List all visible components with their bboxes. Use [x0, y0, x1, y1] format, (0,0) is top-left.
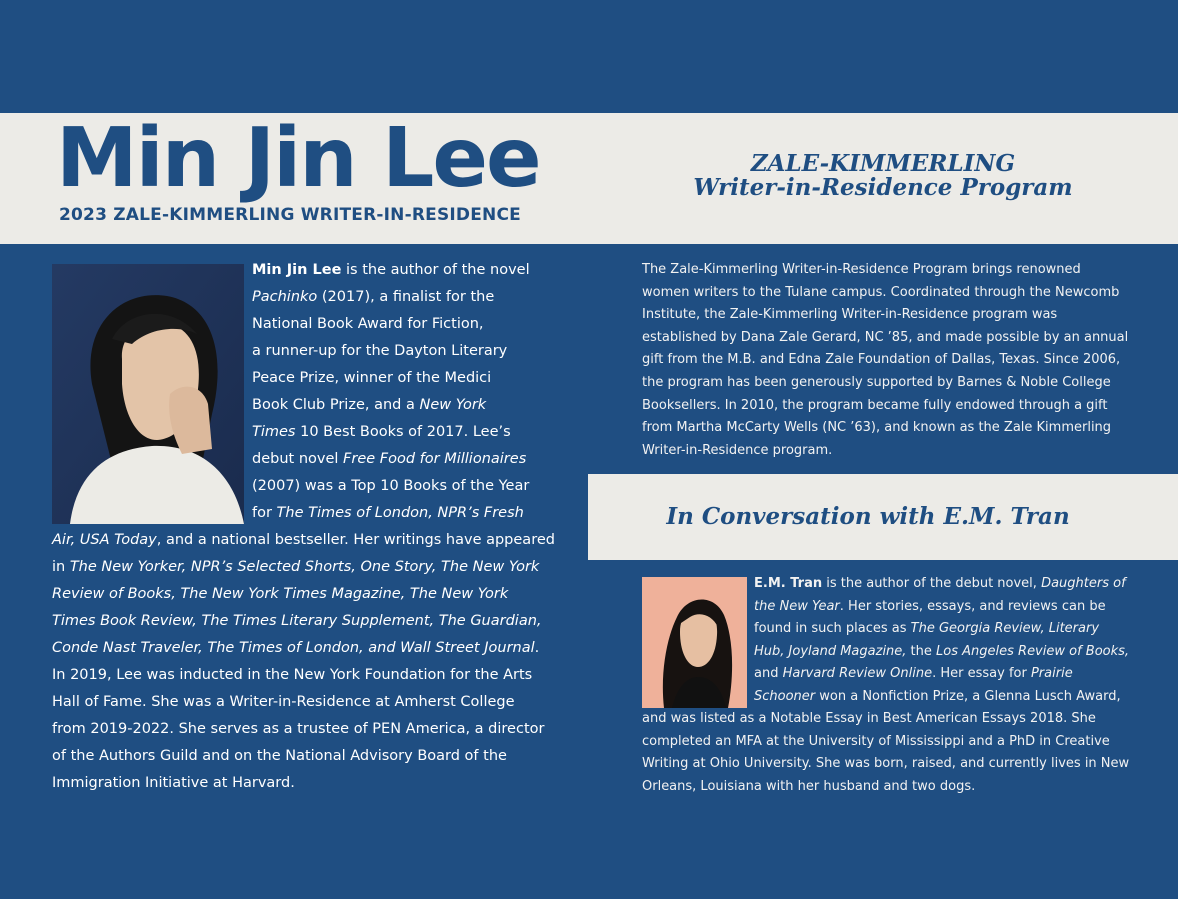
lee_bio-text-run: 10 Best Books of 2017. Lee’s	[295, 424, 511, 440]
tran_bio-text-run: Orleans, Louisiana with her husband and two dogs.	[642, 778, 976, 794]
em-tran-photo	[642, 577, 747, 708]
lee_bio-text-run: Min Jin Lee	[252, 262, 342, 278]
lee_bio-line	[52, 613, 542, 629]
program-description-line: from Martha McCarty Wells (NC ’63), and known as the Zale Kimmerling	[642, 420, 1112, 436]
program-description-line: The Zale-Kimmerling Writer-in-Residence Program brings renowned	[642, 262, 1081, 277]
lee_bio-line	[52, 559, 539, 575]
tran_bio-line	[642, 734, 1110, 749]
lee_bio-text-run: The New Yorker, NPR’s Selected Shorts, One Story, The New York	[69, 559, 540, 575]
lee_bio-text-run: Air, USA Today	[52, 532, 157, 548]
tran_bio-line	[754, 644, 1129, 659]
lee_bio-line	[252, 505, 524, 521]
tran_bio-text-run: won a Nonfiction Prize, a Glenna Lusch Award,	[815, 688, 1121, 704]
page-title: Min Jin Lee	[56, 111, 540, 206]
tran_bio-line	[754, 666, 1073, 681]
tran_bio-text-run: Daughters of	[1041, 576, 1126, 591]
lee_bio-line	[252, 424, 511, 440]
tran_bio-line	[642, 756, 1129, 771]
lee_bio-text-run: .	[534, 640, 540, 656]
tran_bio-line	[754, 689, 1121, 704]
lee_bio-text-run: (2007) was a Top 10 Books of the Year	[252, 478, 530, 494]
lee_bio-text-run: In 2019, Lee was inducted in the New York Foundation for the Arts	[52, 667, 533, 683]
lee_bio-line	[52, 694, 515, 710]
tran_bio-text-run: The Georgia Review, Literary	[910, 621, 1100, 636]
lee_bio-line	[52, 640, 539, 656]
lee_bio-line	[252, 262, 530, 278]
tran_bio-text-run: . Her stories, essays, and reviews can be	[839, 598, 1106, 614]
lee_bio-text-run: Review of Books, The New York Times Magazine, The New York	[52, 586, 509, 602]
tran_bio-text-run: is the author of the debut novel,	[822, 576, 1042, 591]
program-title-line2: Writer-in-Residence Program	[693, 174, 1073, 202]
tran_bio-text-run: Los Angeles Review of Books,	[936, 643, 1130, 659]
lee_bio-text-run: in	[52, 559, 70, 575]
lee_bio-text-run: Hall of Fame. She was a Writer-in-Residence at Amherst College	[52, 694, 515, 710]
lee_bio-line	[252, 478, 529, 494]
tran_bio-text-run: E.M. Tran	[754, 576, 823, 591]
conversation-title: In Conversation with E.M. Tran	[666, 503, 1070, 530]
lee_bio-text-run: , and a national bestseller. Her writings have appeared	[156, 532, 555, 548]
lee_bio-line	[52, 532, 555, 548]
lee_bio-line	[52, 748, 507, 764]
lee_bio-line	[52, 667, 532, 683]
lee_bio-text-run: Immigration Initiative at Harvard.	[52, 775, 295, 791]
tran_bio-line	[754, 599, 1106, 614]
tran_bio-text-run: Writing at Ohio University. She was born, raised, and currently lives in New	[642, 756, 1130, 771]
lee_bio-text-run: Pachinko	[252, 289, 318, 305]
lee_bio-line	[52, 775, 295, 791]
lee_bio-text-run: National Book Award for Fiction,	[252, 316, 484, 332]
tran_bio-text-run: Hub, Joyland Magazine,	[754, 643, 907, 659]
tran_bio-text-run: and was listed as a Notable Essay in Best American Essays 2018. She	[642, 711, 1096, 726]
lee_bio-line	[252, 316, 484, 332]
lee_bio-text-run: Conde Nast Traveler, The Times of London, and Wall Street Journal	[52, 640, 535, 656]
tran_bio-text-run: the	[906, 643, 937, 659]
lee_bio-line	[252, 397, 486, 413]
lee_bio-text-run: for	[252, 505, 277, 521]
lee_bio-text-run: Times	[252, 424, 296, 440]
program-description-line: Institute, the Zale-Kimmerling Writer-in-Residence program was	[642, 307, 1058, 323]
tran_bio-text-run: found in such places as	[754, 621, 911, 636]
tran_bio-text-run: Harvard Review Online	[782, 666, 933, 681]
lee_bio-text-run: Peace Prize, winner of the Medici	[252, 370, 492, 386]
lee_bio-text-run: Book Club Prize, and a	[252, 397, 420, 413]
tran_bio-text-run: Schooner	[754, 688, 816, 704]
tran_bio-line	[642, 779, 975, 794]
lee_bio-line	[52, 721, 544, 737]
tran_bio-text-run: the New Year	[754, 598, 840, 614]
lee_bio-line	[52, 586, 508, 602]
min-jin-lee-photo	[52, 264, 244, 524]
lee_bio-text-run: New York	[419, 397, 487, 413]
program-description-line: gift from the M.B. and Edna Zale Foundation of Dallas, Texas. Since 2006,	[642, 352, 1121, 368]
program-title	[588, 152, 1178, 200]
program-description-line: Writer-in-Residence program.	[642, 442, 833, 458]
lee_bio-text-run: of the Authors Guild and on the National Advisory Board of the	[52, 748, 507, 764]
lee_bio-text-run: The Times of London, NPR’s Fresh	[276, 505, 524, 521]
lee_bio-line	[252, 343, 507, 359]
program-description-line: Booksellers. In 2010, the program became fully endowed through a gift	[642, 397, 1108, 413]
page-subtitle: 2023 ZALE-KIMMERLING WRITER-IN-RESIDENCE	[59, 205, 521, 225]
lee_bio-text-run: Free Food for Millionaires	[343, 451, 527, 467]
tran_bio-text-run: completed an MFA at the University of Mississippi and a PhD in Creative	[642, 733, 1110, 749]
lee_bio-line	[252, 370, 491, 386]
lee_bio-text-run: Times Book Review, The Times Literary Supplement, The Guardian,	[52, 613, 542, 629]
program-description-line: the program has been generously supported by Barnes & Noble College	[642, 375, 1111, 390]
tran_bio-line	[754, 576, 1126, 591]
program-description-line: women writers to the Tulane campus. Coordinated through the Newcomb	[642, 284, 1120, 300]
lee_bio-line	[252, 289, 494, 305]
program-description-line: established by Dana Zale Gerard, NC ’85, and made possible by an annual	[642, 329, 1129, 345]
program-title-line1: ZALE-KIMMERLING	[750, 150, 1016, 177]
tran_bio-line	[642, 711, 1096, 726]
lee_bio-text-run: (2017), a finalist for the	[317, 289, 495, 305]
tran_bio-text-run: and	[754, 666, 783, 681]
tran_bio-text-run: . Her essay for	[932, 666, 1031, 681]
tran_bio-text-run: Prairie	[1030, 666, 1073, 681]
lee_bio-text-run: is the author of the novel	[341, 262, 530, 278]
tran_bio-line	[754, 621, 1099, 636]
lee_bio-text-run: debut novel	[252, 451, 344, 467]
lee_bio-text-run: from 2019-2022. She serves as a trustee of PEN America, a director	[52, 721, 545, 737]
lee_bio-text-run: a runner-up for the Dayton Literary	[252, 343, 508, 359]
lee_bio-line	[252, 451, 526, 467]
